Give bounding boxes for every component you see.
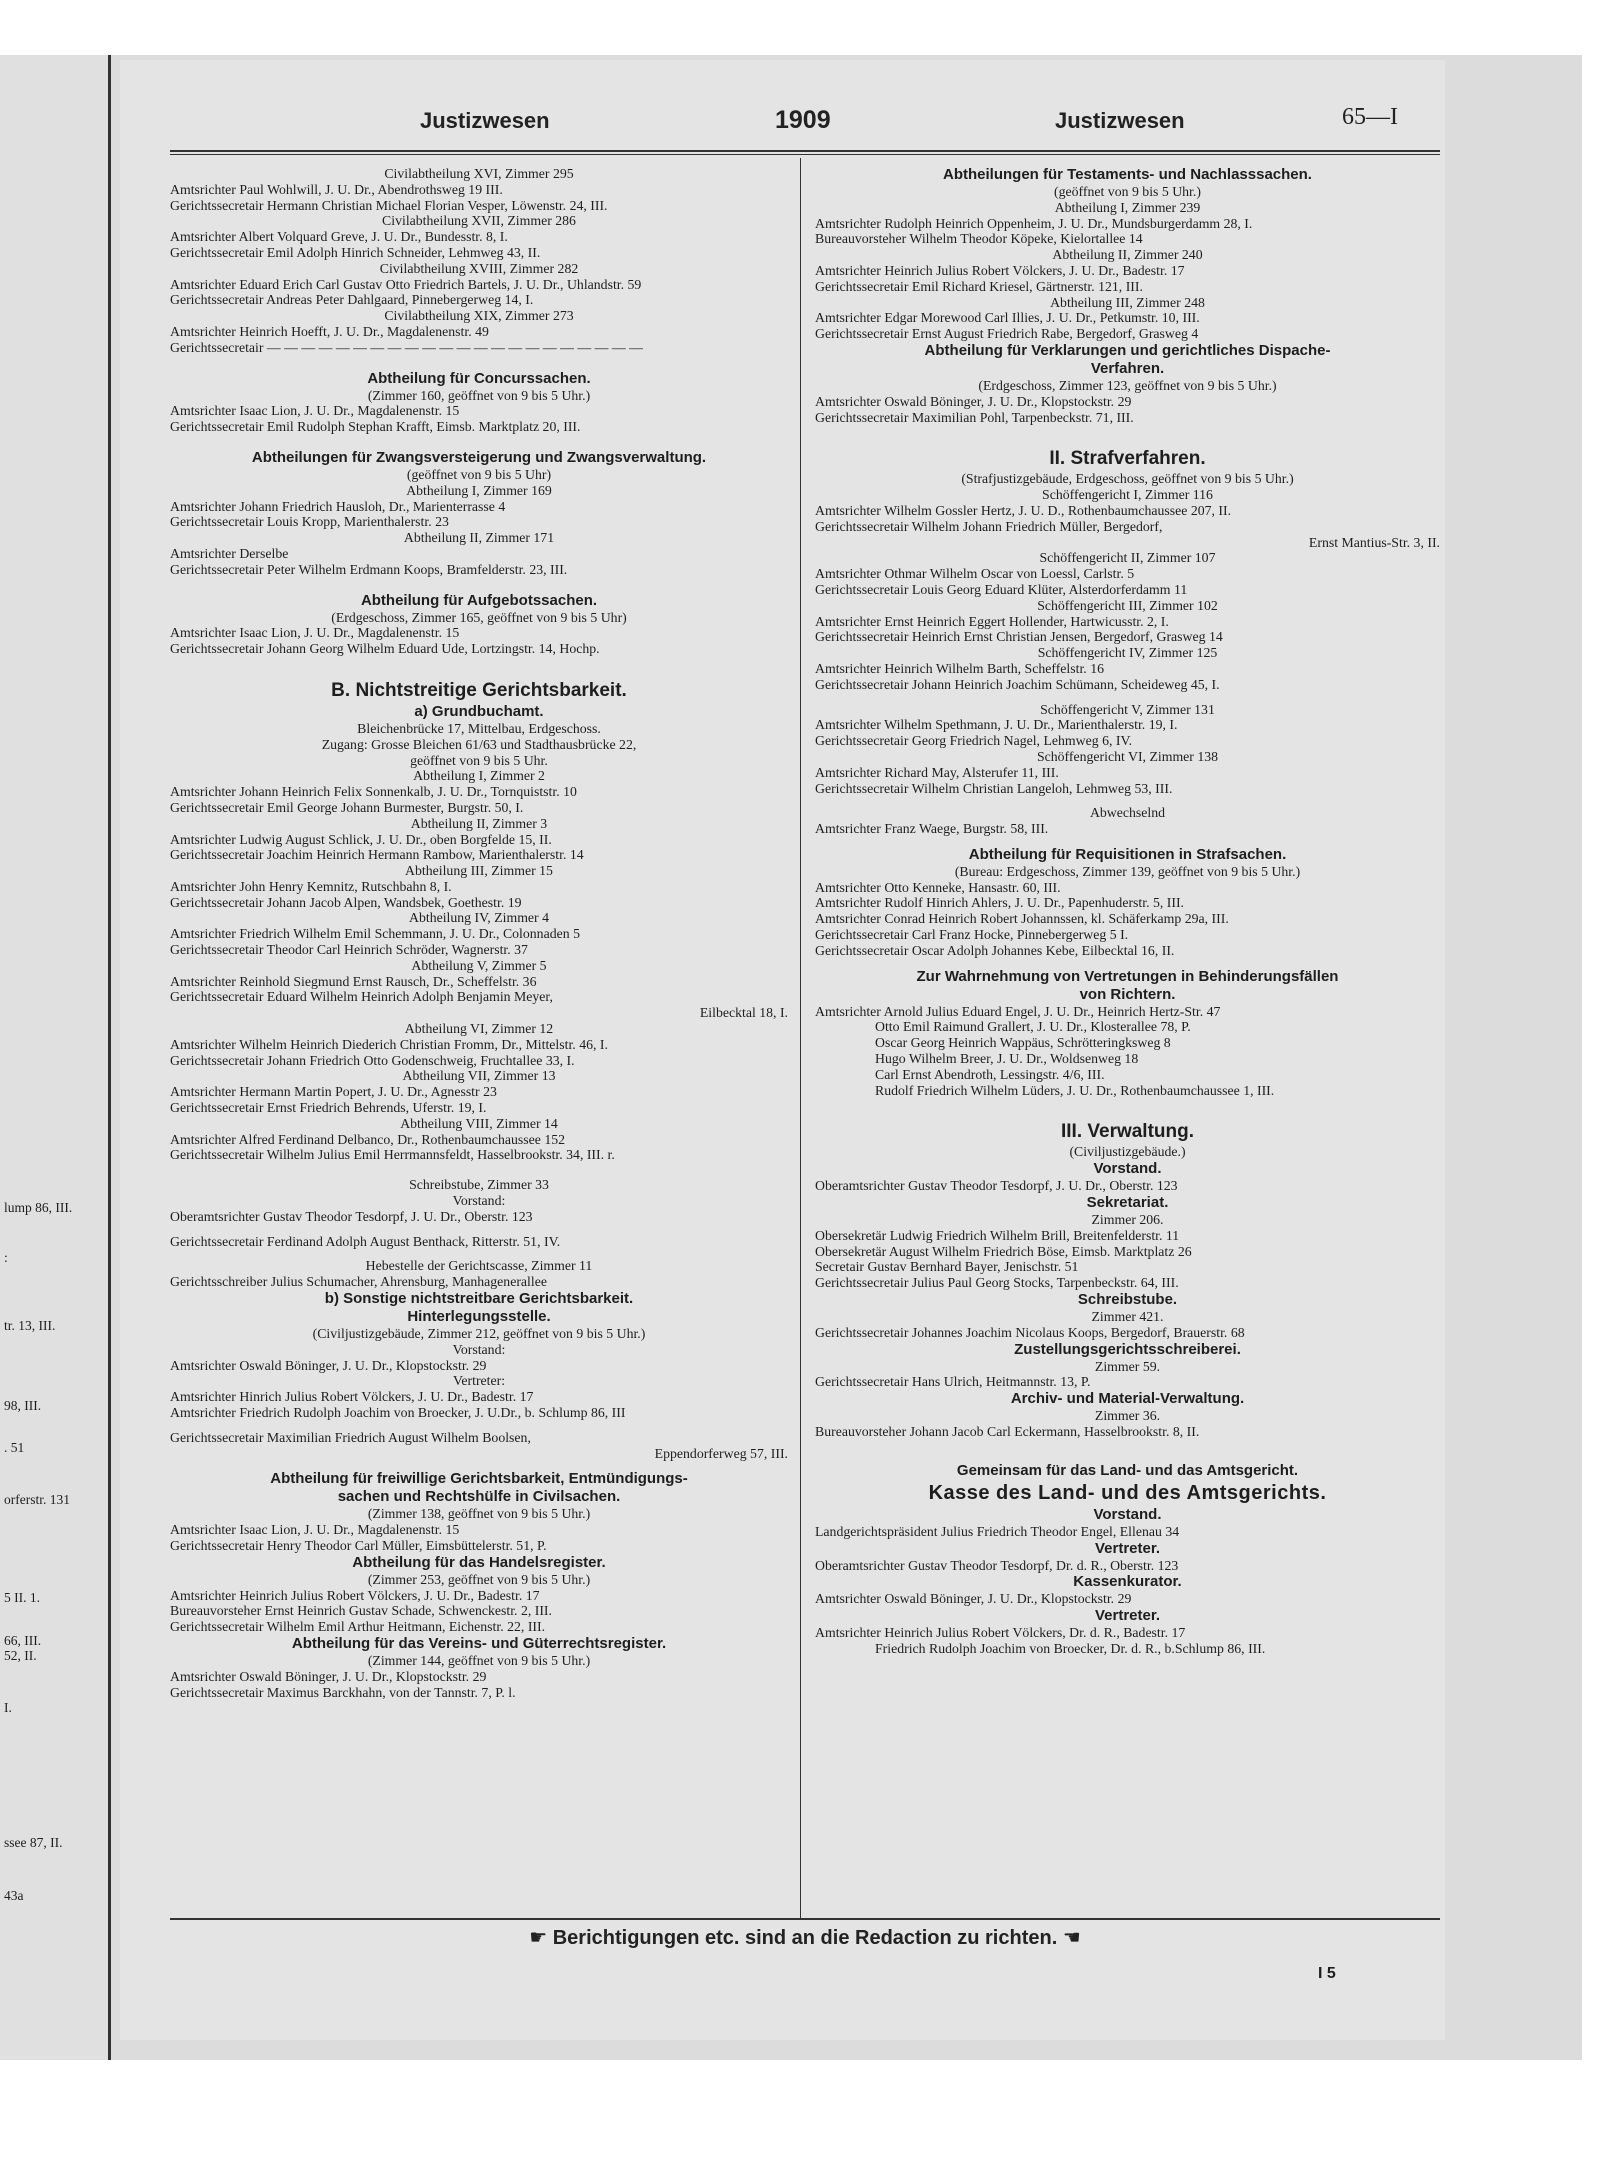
left-column-line: Gerichtssecretair Ferdinand Adolph August Benthack, Ritterstr. 51, IV. (170, 1233, 561, 1249)
left-column-line: Gerichtssecretair Emil Rudolph Stephan Krafft, Eimsb. Marktplatz 20, III. (170, 419, 581, 435)
left-column-spacer (170, 435, 788, 449)
left-column-line: Gerichtssecretair Joachim Heinrich Hermann Rambow, Marienthalerstr. 14 (170, 847, 584, 863)
right-column-line: Hugo Wilhelm Breer, J. U. Dr., Woldsenweg 18 (875, 1051, 1139, 1067)
footer-notice (170, 1925, 1440, 1950)
right-column-heading: Abtheilung für Verklarungen und gerichtliches Dispache- (924, 341, 1331, 359)
left-column-line: Gerichtssecretair — — — — — — — — — — — — — — — — — — — — — — (170, 339, 643, 355)
left-column-heading: Abtheilung für Concurssachen. (367, 369, 591, 387)
left-column (170, 166, 788, 1700)
left-column-line: Zugang: Grosse Bleichen 61/63 und Stadthausbrücke 22, (321, 736, 637, 752)
right-column-line: Amtsrichter Heinrich Julius Robert Völckers, J. U. Dr., Badestr. 17 (815, 262, 1185, 278)
right-column-line: Abtheilung I, Zimmer 239 (1054, 199, 1201, 215)
right-column-line: Amtsrichter Conrad Heinrich Robert Johannssen, kl. Schäferkamp 29a, III. (815, 911, 1229, 927)
header-rule-thin (170, 154, 1440, 155)
previous-page-fragment: I. (4, 1700, 12, 1715)
left-column-line: Abtheilung VI, Zimmer 12 (404, 1021, 554, 1037)
left-column-line: Amtsrichter Isaac Lion, J. U. Dr., Magdalenenstr. 15 (170, 625, 460, 641)
previous-page-fragment: orferstr. 131 (4, 1492, 70, 1507)
pointing-hand-right-icon: ☚ (1062, 1927, 1081, 1949)
right-column-line: Oberamtsrichter Gustav Theodor Tesdorpf, J. U. Dr., Oberstr. 123 (815, 1178, 1178, 1194)
right-column-spacer (815, 693, 1440, 702)
right-column-spacer (815, 959, 1440, 968)
right-column-heading: Vertreter. (1094, 1607, 1161, 1625)
left-column-line: (Zimmer 144, geöffnet von 9 bis 5 Uhr.) (367, 1652, 591, 1668)
right-column-heading: II. Strafverfahren. (1049, 448, 1206, 470)
right-column-line: Carl Ernst Abendroth, Lessingstr. 4/6, III. (875, 1066, 1105, 1082)
right-column-line: Amtsrichter Arnold Julius Eduard Engel, J. U. Dr., Heinrich Hertz-Str. 47 (815, 1003, 1221, 1019)
left-column-heading: b) Sonstige nichtstreitbare Gerichtsbarkeit. (324, 1290, 634, 1308)
left-column-line: Civilabtheilung XVIII, Zimmer 282 (379, 260, 579, 276)
pointing-hand-left-icon: ☛ (529, 1927, 548, 1949)
right-column-line: Amtsrichter Wilhelm Spethmann, J. U. Dr., Marienthalerstr. 19, I. (815, 717, 1178, 733)
left-column-line: Amtsrichter Johann Friedrich Hausloh, Dr., Marienterrasse 4 (170, 498, 506, 514)
right-column-line: Amtsrichter Wilhelm Gossler Hertz, J. U. D., Rothenbaumchaussee 207, II. (815, 502, 1232, 518)
left-column-spacer (170, 578, 788, 592)
right-column-line: Gerichtssecretair Louis Georg Eduard Klüter, Alsterdorferdamm 11 (815, 581, 1188, 597)
right-column-line: Gerichtssecretair Johann Heinrich Joachim Schümann, Scheideweg 45, I. (815, 676, 1220, 692)
left-column-line: Amtsrichter Heinrich Hoefft, J. U. Dr., Magdalenenstr. 49 (170, 323, 489, 339)
left-column-line: Gerichtssecretair Eduard Wilhelm Heinrich Adolph Benjamin Meyer, (170, 989, 553, 1005)
right-column-line: (Civiljustizgebäude.) (1069, 1144, 1186, 1160)
previous-page-fragment: lump 86, III. (4, 1200, 73, 1215)
previous-page-strip (0, 55, 108, 2060)
left-column-line: Schreibstube, Zimmer 33 (409, 1177, 549, 1193)
left-column-spacer (170, 657, 788, 679)
right-column-line: Otto Emil Raimund Grallert, J. U. Dr., Klosterallee 78, P. (875, 1019, 1191, 1035)
right-column-line: Amtsrichter Richard May, Alsterufer 11, III. (815, 764, 1059, 780)
right-column-heading: Zustellungsgerichtsschreiberei. (1014, 1340, 1241, 1358)
left-column-line: Amtsrichter Alfred Ferdinand Delbanco, Dr., Rothenbaumchaussee 152 (170, 1131, 566, 1147)
right-column-heading: Vorstand. (1093, 1160, 1162, 1178)
left-column-line: Amtsrichter Hermann Martin Popert, J. U. Dr., Agnesstr 23 (170, 1084, 497, 1100)
right-column-line: Zimmer 206. (1091, 1212, 1164, 1228)
left-column-line: Abtheilung VII, Zimmer 13 (402, 1068, 556, 1084)
right-column-heading: Vorstand. (1093, 1505, 1162, 1523)
left-column-line: Vorstand: (452, 1341, 506, 1357)
left-column-line: Abtheilung V, Zimmer 5 (411, 957, 547, 973)
left-column-line: Amtsrichter Albert Volquard Greve, J. U. Dr., Bundesstr. 8, I. (170, 229, 508, 245)
right-column-line: Bureauvorsteher Wilhelm Theodor Köpeke, Kielortallee 14 (815, 231, 1143, 247)
left-column-spacer (170, 1461, 788, 1470)
left-column-line: Gerichtssecretair Johann Friedrich Otto Godenschweig, Fruchtallee 33, I. (170, 1052, 575, 1068)
left-column-line: (geöffnet von 9 bis 5 Uhr) (406, 466, 552, 482)
left-column-line: Hebestelle der Gerichtscasse, Zimmer 11 (365, 1258, 593, 1274)
right-column-spacer (815, 425, 1440, 447)
right-column-line: Amtsrichter Rudolph Heinrich Oppenheim, J. U. Dr., Mundsburgerdamm 28, I. (815, 215, 1253, 231)
left-column-line: Gerichtssecretair Emil Adolph Hinrich Schneider, Lehmweg 43, II. (170, 244, 541, 260)
right-column-line: Friedrich Rudolph Joachim von Broecker, Dr. d. R., b.Schlump 86, III. (875, 1641, 1266, 1656)
header-right: Justizwesen (1055, 108, 1185, 133)
right-column-line: Schöffengericht IV, Zimmer 125 (1037, 645, 1218, 661)
left-column-heading: Abtheilung für das Handelsregister. (352, 1553, 606, 1571)
left-column-line: (Erdgeschoss, Zimmer 165, geöffnet von 9 bis 5 Uhr) (331, 609, 627, 625)
left-column-heading: sachen und Rechtshülfe in Civilsachen. (337, 1488, 621, 1506)
right-column-line: Amtsrichter Otto Kenneke, Hansastr. 60, III. (815, 879, 1061, 895)
right-column-line: Amtsrichter Heinrich Julius Robert Völckers, Dr. d. R., Badestr. 17 (815, 1625, 1186, 1641)
left-column-line: Gerichtssecretair Maximus Barckhahn, von der Tannstr. 7, P. l. (170, 1684, 516, 1700)
left-column-line: Amtsrichter Ludwig August Schlick, J. U. Dr., oben Borgfelde 15, II. (170, 831, 552, 847)
right-column-heading: von Richtern. (1079, 985, 1176, 1003)
left-column-line: Bleichenbrücke 17, Mittelbau, Erdgeschoss. (357, 720, 601, 736)
right-column-line: Amtsrichter Rudolf Hinrich Ahlers, J. U. Dr., Papenhuderstr. 5, III. (815, 895, 1185, 911)
right-column-line: Obersekretär Ludwig Friedrich Wilhelm Brill, Breitenfelderstr. 11 (815, 1227, 1180, 1243)
right-column-line: Gerichtssecretair Wilhelm Johann Friedrich Müller, Bergedorf, (815, 518, 1163, 534)
right-column-line: Gerichtssecretair Johannes Joachim Nicolaus Koops, Bergedorf, Brauerstr. 68 (815, 1324, 1245, 1340)
left-column-line: Abtheilung II, Zimmer 3 (410, 815, 548, 831)
left-column-line: Amtsrichter Oswald Böninger, J. U. Dr., Klopstockstr. 29 (170, 1357, 487, 1373)
right-column-spacer (815, 837, 1440, 846)
left-column-line: Amtsrichter Eduard Erich Carl Gustav Otto Friedrich Bartels, J. U. Dr., Uhlandstr. 59 (170, 276, 642, 292)
right-column-line: Zimmer 59. (1094, 1358, 1161, 1374)
left-column-spacer (170, 1249, 788, 1258)
right-column-line: Gerichtssecretair Oscar Adolph Johannes Kebe, Eilbecktal 16, II. (815, 942, 1175, 958)
left-column-line: Eppendorferweg 57, III. (654, 1445, 788, 1461)
left-column-line: (Civiljustizgebäude, Zimmer 212, geöffnet von 9 bis 5 Uhr.) (312, 1326, 646, 1342)
left-column-line: Gerichtssecretair Johann Georg Wilhelm Eduard Ude, Lortzingstr. 14, Hochp. (170, 641, 600, 657)
previous-page-fragment: : (4, 1250, 8, 1265)
right-column-line: (Bureau: Erdgeschoss, Zimmer 139, geöffnet von 9 bis 5 Uhr.) (954, 863, 1301, 879)
left-column-line: Gerichtssecretair Maximilian Friedrich August Wilhelm Boolsen, (170, 1429, 531, 1445)
left-column-spacer (170, 1225, 788, 1234)
left-column-line: Abtheilung II, Zimmer 171 (403, 530, 555, 546)
right-column-heading: Kasse des Land- und des Amtsgerichts. (928, 1481, 1327, 1504)
left-column-line: Abtheilung VIII, Zimmer 14 (400, 1115, 558, 1131)
previous-page-fragment: 52, II. (4, 1648, 37, 1663)
page-binding-line (108, 55, 111, 2060)
left-column-line: Civilabtheilung XVI, Zimmer 295 (384, 166, 574, 181)
left-column-line: Gerichtssecretair Wilhelm Julius Emil Herrmannsfeldt, Hasselbrookstr. 34, III. r. (170, 1147, 615, 1163)
right-column-heading: Abtheilung für Requisitionen in Strafsachen. (968, 845, 1287, 863)
right-column-heading: Archiv- und Material-Verwaltung. (1010, 1390, 1245, 1408)
right-column-heading: Verfahren. (1090, 359, 1165, 377)
left-column-line: Amtsrichter Reinhold Siegmund Ernst Rausch, Dr., Scheffelstr. 36 (170, 973, 537, 989)
right-column-heading: Vertreter. (1094, 1539, 1161, 1557)
right-column-line: Abwechselnd (1089, 805, 1166, 821)
right-column-line: Gerichtssecretair Maximilian Pohl, Tarpenbeckstr. 71, III. (815, 409, 1134, 425)
right-column-line: Abtheilung III, Zimmer 248 (1050, 294, 1205, 310)
right-column-line: Gerichtssecretair Julius Paul Georg Stocks, Tarpenbeckstr. 64, III. (815, 1275, 1179, 1291)
right-column-spacer (815, 1098, 1440, 1120)
previous-page-fragment: ssee 87, II. (4, 1835, 63, 1850)
left-column-spacer (170, 356, 788, 370)
right-column-line: Secretair Gustav Bernhard Bayer, Jenischstr. 51 (815, 1259, 1079, 1275)
left-column-line: geöffnet von 9 bis 5 Uhr. (410, 752, 548, 768)
right-column-heading: Gemeinsam für das Land- und das Amtsgericht. (956, 1461, 1299, 1479)
left-column-heading: Abtheilung für das Vereins- und Güterrechtsregister. (291, 1634, 667, 1652)
left-column-line: Amtsrichter Friedrich Rudolph Joachim von Broecker, J. U.Dr., b. Schlump 86, III (170, 1405, 626, 1420)
right-column-line: Rudolf Friedrich Wilhelm Lüders, J. U. Dr., Rothenbaumchaussee 1, III. (875, 1082, 1275, 1098)
right-column-line: Landgerichtspräsident Julius Friedrich Theodor Engel, Ellenau 34 (815, 1523, 1180, 1539)
left-column-spacer (170, 1163, 788, 1177)
left-column-line: Vorstand: (452, 1193, 506, 1209)
left-column-line: Gerichtssecretair Henry Theodor Carl Müller, Eimsbüttelerstr. 51, P. (170, 1537, 547, 1553)
left-column-line: Amtsrichter Derselbe (170, 545, 289, 561)
previous-page-fragment: 98, III. (4, 1398, 42, 1413)
right-column-line: Schöffengericht V, Zimmer 131 (1040, 701, 1215, 717)
right-column-heading: Abtheilungen für Testaments- und Nachlasssachen. (943, 166, 1312, 183)
right-column-line: Gerichtssecretair Wilhelm Christian Langeloh, Lehmweg 53, III. (815, 780, 1173, 796)
left-column-heading: Abtheilungen für Zwangsversteigerung und Zwangsverwaltung. (251, 448, 707, 466)
left-column-line: Amtsrichter John Henry Kemnitz, Rutschbahn 8, I. (170, 878, 452, 894)
footer-text: Berichtigungen etc. sind an die Redaction zu richten. (552, 1927, 1058, 1949)
right-column-line: Schöffengericht VI, Zimmer 138 (1036, 748, 1219, 764)
left-column-line: Vertreter: (452, 1373, 506, 1389)
left-column-line: Amtsrichter Isaac Lion, J. U. Dr., Magdalenenstr. 15 (170, 403, 460, 419)
right-column (815, 166, 1440, 1657)
header-rule (170, 150, 1440, 152)
right-column-line: Schöffengericht III, Zimmer 102 (1037, 597, 1218, 613)
page-number: 65—I (1342, 104, 1398, 130)
left-column-line: Amtsrichter Wilhelm Heinrich Diederich Christian Fromm, Dr., Mittelstr. 46, I. (170, 1036, 608, 1052)
left-column-line: Gerichtssecretair Andreas Peter Dahlgaard, Pinnebergerweg 14, I. (170, 292, 534, 308)
left-column-heading: Abtheilung für Aufgebotssachen. (360, 591, 598, 609)
right-column-line: Amtsrichter Oswald Böninger, J. U. Dr., Klopstockstr. 29 (815, 393, 1132, 409)
left-column-line: (Zimmer 253, geöffnet von 9 bis 5 Uhr.) (367, 1571, 591, 1587)
right-column-line: Gerichtssecretair Georg Friedrich Nagel, Lehmweg 6, IV. (815, 733, 1133, 749)
left-column-line: Gerichtsschreiber Julius Schumacher, Ahrensburg, Manhagenerallee (170, 1274, 547, 1290)
left-column-line: Gerichtssecretair Wilhelm Emil Arthur Heitmann, Eichenstr. 22, III. (170, 1619, 546, 1635)
left-column-line: Amtsrichter Heinrich Julius Robert Völckers, J. U. Dr., Badestr. 17 (170, 1587, 540, 1603)
previous-page-fragment: 66, III. (4, 1633, 42, 1648)
left-column-heading: a) Grundbuchamt. (414, 702, 544, 720)
left-column-line: Oberamtsrichter Gustav Theodor Tesdorpf, J. U. Dr., Oberstr. 123 (170, 1208, 533, 1224)
left-column-line: Amtsrichter Friedrich Wilhelm Emil Schemmann, J. U. Dr., Colonnaden 5 (170, 926, 580, 942)
right-column-line: Amtsrichter Edgar Morewood Carl Illies, J. U. Dr., Petkumstr. 10, III. (815, 310, 1200, 326)
left-column-line: (Zimmer 160, geöffnet von 9 bis 5 Uhr.) (367, 387, 591, 403)
previous-page-fragment: . 51 (4, 1440, 25, 1455)
right-column-line: Amtsrichter Oswald Böninger, J. U. Dr., Klopstockstr. 29 (815, 1591, 1132, 1607)
right-column-line: Gerichtssecretair Carl Franz Hocke, Pinnebergerweg 5 I. (815, 927, 1129, 943)
right-column-heading: Kassenkurator. (1073, 1573, 1182, 1591)
left-column-line: Civilabtheilung XVII, Zimmer 286 (382, 213, 576, 229)
left-column-line: Eilbecktal 18, I. (699, 1005, 788, 1021)
left-column-heading: B. Nichtstreitige Gerichtsbarkeit. (331, 679, 627, 701)
right-column-spacer (815, 796, 1440, 805)
left-column-line: Gerichtssecretair Johann Jacob Alpen, Wandsbek, Goethestr. 19 (170, 894, 522, 910)
right-column-line: (Erdgeschoss, Zimmer 123, geöffnet von 9 bis 5 Uhr.) (978, 377, 1277, 393)
right-column-line: Gerichtssecretair Ernst August Friedrich Rabe, Bergedorf, Grasweg 4 (815, 326, 1199, 342)
right-column-line: (Strafjustizgebäude, Erdgeschoss, geöffnet von 9 bis 5 Uhr.) (961, 471, 1294, 487)
right-column-line: Oscar Georg Heinrich Wappäus, Schrötteringksweg 8 (875, 1035, 1171, 1051)
right-column-line: Amtsrichter Othmar Wilhelm Oscar von Loessl, Carlstr. 5 (815, 566, 1135, 582)
left-column-line: Amtsrichter Johann Heinrich Felix Sonnenkalb, J. U. Dr., Tornquiststr. 10 (170, 784, 577, 800)
right-column-line: Schöffengericht I, Zimmer 116 (1042, 487, 1213, 503)
right-column-heading: Zur Wahrnehmung von Vertretungen in Behinderungsfällen (916, 967, 1339, 985)
right-column-heading: III. Verwaltung. (1060, 1121, 1195, 1143)
right-column-line: Amtsrichter Franz Waege, Burgstr. 58, III. (815, 821, 1049, 837)
left-column-line: Amtsrichter Oswald Böninger, J. U. Dr., Klopstockstr. 29 (170, 1668, 487, 1684)
left-column-line: (Zimmer 138, geöffnet von 9 bis 5 Uhr.) (367, 1506, 591, 1522)
previous-page-fragment: 5 II. 1. (4, 1590, 40, 1605)
left-column-heading: Abtheilung für freiwillige Gerichtsbarkeit, Entmündigungs- (270, 1470, 688, 1488)
left-column-line: Abtheilung I, Zimmer 2 (413, 768, 545, 784)
right-column-line: Amtsrichter Heinrich Wilhelm Barth, Scheffelstr. 16 (815, 660, 1104, 676)
left-column-line: Gerichtssecretair Hermann Christian Michael Florian Vesper, Löwenstr. 24, III. (170, 197, 608, 213)
right-column-line: Bureauvorsteher Johann Jacob Carl Eckermann, Hasselbrookstr. 8, II. (815, 1424, 1200, 1440)
right-column-spacer (815, 1440, 1440, 1462)
right-column-heading: Schreibstube. (1077, 1291, 1178, 1309)
right-column-line: Gerichtssecretair Hans Ulrich, Heitmannstr. 13, P. (815, 1374, 1091, 1390)
header-left: Justizwesen (420, 108, 550, 133)
right-column-line: Abtheilung II, Zimmer 240 (1052, 247, 1203, 263)
left-column-line: Civilabtheilung XIX, Zimmer 273 (384, 308, 574, 324)
right-column-heading: Sekretariat. (1086, 1194, 1169, 1212)
right-column-line: (geöffnet von 9 bis 5 Uhr.) (1054, 184, 1201, 199)
right-column-line: Schöffengericht II, Zimmer 107 (1039, 550, 1216, 566)
right-column-line: Zimmer 421. (1091, 1309, 1164, 1325)
left-column-line: Abtheilung IV, Zimmer 4 (409, 910, 549, 926)
left-column-line: Gerichtssecretair Theodor Carl Heinrich Schröder, Wagnerstr. 37 (170, 942, 528, 958)
left-column-line: Amtsrichter Isaac Lion, J. U. Dr., Magdalenenstr. 15 (170, 1522, 460, 1538)
left-column-line: Gerichtssecretair Peter Wilhelm Erdmann Koops, Bramfelderstr. 23, III. (170, 561, 568, 577)
header-year: 1909 (775, 106, 831, 134)
left-column-line: Abtheilung III, Zimmer 15 (405, 863, 553, 879)
left-column-heading: Hinterlegungsstelle. (407, 1308, 551, 1326)
right-column-line: Obersekretär August Wilhelm Friedrich Böse, Eimsb. Marktplatz 26 (815, 1243, 1192, 1259)
right-column-line: Gerichtssecretair Emil Richard Kriesel, Gärtnerstr. 121, III. (815, 278, 1143, 294)
left-column-spacer (170, 1421, 788, 1430)
column-divider (800, 158, 801, 1918)
right-column-line: Amtsrichter Ernst Heinrich Eggert Hollender, Hartwicusstr. 2, I. (815, 613, 1169, 629)
right-column-line: Zimmer 36. (1094, 1408, 1161, 1424)
footer-rule (170, 1918, 1440, 1920)
left-column-line: Gerichtssecretair Ernst Friedrich Behrends, Uferstr. 19, I. (170, 1100, 487, 1116)
signature-mark: I 5 (1318, 1965, 1336, 1982)
right-column-line: Ernst Mantius-Str. 3, II. (1308, 534, 1440, 550)
left-column-line: Gerichtssecretair Emil George Johann Burmester, Burgstr. 50, I. (170, 799, 524, 815)
right-column-line: Oberamtsrichter Gustav Theodor Tesdorpf, Dr. d. R., Oberstr. 123 (815, 1557, 1179, 1573)
left-column-line: Abtheilung I, Zimmer 169 (406, 482, 552, 498)
left-column-line: Amtsrichter Paul Wohlwill, J. U. Dr., Abendrothsweg 19 III. (170, 181, 503, 197)
right-column-line: Gerichtssecretair Heinrich Ernst Christian Jensen, Bergedorf, Grasweg 14 (815, 629, 1223, 645)
previous-page-fragment: tr. 13, III. (4, 1318, 56, 1333)
previous-page-fragment: 43a (4, 1888, 24, 1903)
left-column-line: Amtsrichter Hinrich Julius Robert Völckers, J. U. Dr., Badestr. 17 (170, 1389, 534, 1405)
left-column-line: Bureauvorsteher Ernst Heinrich Gustav Schade, Schwenckestr. 2, III. (170, 1603, 552, 1619)
left-column-line: Gerichtssecretair Louis Kropp, Marienthalerstr. 23 (170, 514, 449, 530)
